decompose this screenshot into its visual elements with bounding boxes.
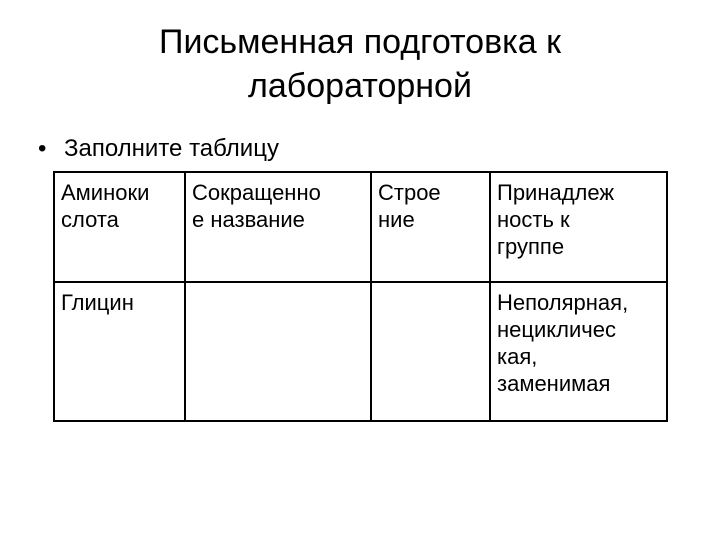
table-header-row <box>54 172 667 282</box>
header-group: Принадлеж ность к группе <box>490 172 667 282</box>
table-row <box>54 282 667 421</box>
amino-acid-table <box>53 171 668 422</box>
header-structure: Строе ние <box>371 172 490 282</box>
slide-title <box>90 20 630 108</box>
bullet-marker: • <box>38 135 47 162</box>
bullet-item <box>38 133 279 165</box>
header-amino-acid: Аминоки слота <box>54 172 185 282</box>
bullet-text: Заполните таблицу <box>64 135 279 162</box>
cell-amino-acid: Глицин <box>54 282 185 421</box>
cell-short-name[interactable] <box>185 282 371 421</box>
cell-structure[interactable] <box>371 282 490 421</box>
cell-group: Неполярная, нецикличес кая, заменимая <box>490 282 667 421</box>
header-short-name: Сокращенно е название <box>185 172 371 282</box>
slide-title-text: Письменная подготовка к лабораторной <box>159 23 561 105</box>
